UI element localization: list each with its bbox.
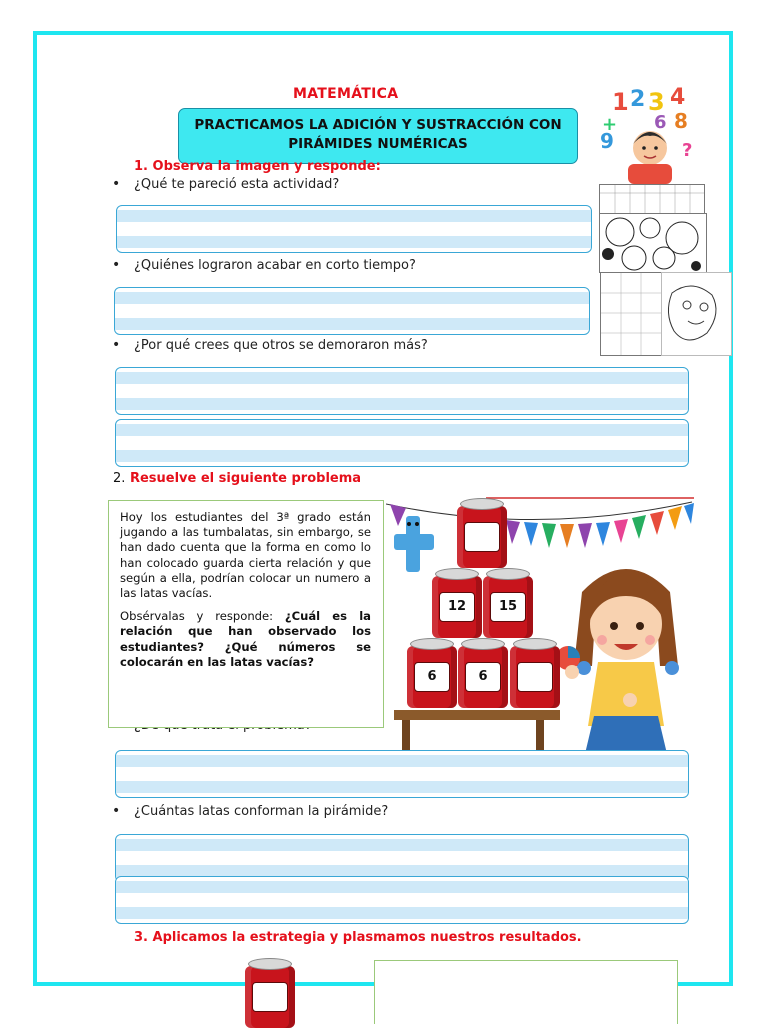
subject-title: MATEMÁTICA	[293, 86, 399, 102]
question-2-2: • ¿Cuántas latas conforman la pirámide?	[112, 803, 389, 819]
answer-box-2-2a[interactable]	[115, 834, 689, 882]
answer-box-2-2b[interactable]	[115, 876, 689, 924]
coloring-thumbnail	[661, 272, 732, 356]
section3-heading-text: Aplicamos la estrategia y plasmamos nuestros resultados.	[152, 930, 582, 945]
svg-text:8: 8	[674, 109, 688, 133]
can-strategy-icon	[245, 958, 295, 1028]
question-1-2: • ¿Quiénes lograron acabar en corto tiempo?	[112, 257, 416, 273]
problem-story-box	[108, 500, 384, 728]
can-middle-left: 12	[432, 568, 482, 638]
section3-heading: 3. Aplicamos la estrategia y plasmamos nuestros resultados.	[134, 930, 582, 945]
strategy-answer-box[interactable]	[374, 960, 678, 1024]
bullet-icon: •	[112, 176, 121, 192]
lesson-title: PRACTICAMOS LA ADICIÓN Y SUSTRACCIÓN CON PIRÁMIDES NUMÉRICAS	[194, 117, 562, 152]
bullet-icon: •	[112, 803, 121, 819]
svg-text:9: 9	[600, 129, 614, 153]
answer-box-1-1[interactable]	[116, 205, 592, 253]
question-1-3: • ¿Por qué crees que otros se demoraron más?	[112, 337, 428, 353]
svg-text:3: 3	[648, 88, 665, 116]
section2-heading: 2. Resuelve el siguiente problema	[113, 471, 362, 486]
section2-heading-text: Resuelve el siguiente problema	[129, 471, 362, 486]
bullet-icon: •	[112, 257, 121, 273]
answer-box-2-1[interactable]	[115, 750, 689, 798]
worksheet-thumbnail-2	[599, 213, 707, 273]
can-top	[457, 498, 507, 568]
can-middle-right: 15	[483, 568, 533, 638]
story-paragraph-1: Hoy los estudiantes del 3ª grado están jugando a las tumbalatas, sin embargo, se han dado cuenta que la forma en como lo han colocado guarda cierta relación y que según a ella, podrían colocar un numero a las latas vacías.	[120, 510, 371, 601]
section1-heading: 1. Observa la imagen y responde:	[134, 159, 381, 174]
answer-box-1-2[interactable]	[114, 287, 590, 335]
section1-heading-text: Observa la imagen y responde:	[152, 159, 381, 174]
question-1-1: • ¿Qué te pareció esta actividad?	[112, 176, 340, 192]
svg-text:2: 2	[630, 87, 646, 112]
svg-text:1: 1	[612, 88, 629, 116]
svg-text:+: +	[602, 114, 618, 135]
can-pyramid-illustration	[386, 496, 696, 758]
can-bottom-left: 6	[407, 638, 457, 708]
story-paragraph-2: Obsérvalas y responde: ¿Cuál es la relación que han observado los estudiantes? ¿Qué números se colocarán en las latas vacías?	[120, 609, 372, 669]
svg-text:?: ?	[682, 140, 693, 161]
svg-text:6: 6	[654, 112, 667, 133]
can-bottom-right	[510, 638, 560, 708]
worksheet-thumbnail-1	[599, 184, 705, 214]
answer-box-1-3a[interactable]	[115, 367, 689, 415]
svg-text:4: 4	[670, 85, 686, 110]
answer-box-1-3b[interactable]	[115, 419, 689, 467]
worksheet-thumbnail-3	[600, 272, 662, 356]
title-box	[178, 108, 578, 164]
numbers-child-illustration	[598, 84, 702, 184]
can-bottom-middle: 6	[458, 638, 508, 708]
bullet-icon: •	[112, 337, 121, 353]
